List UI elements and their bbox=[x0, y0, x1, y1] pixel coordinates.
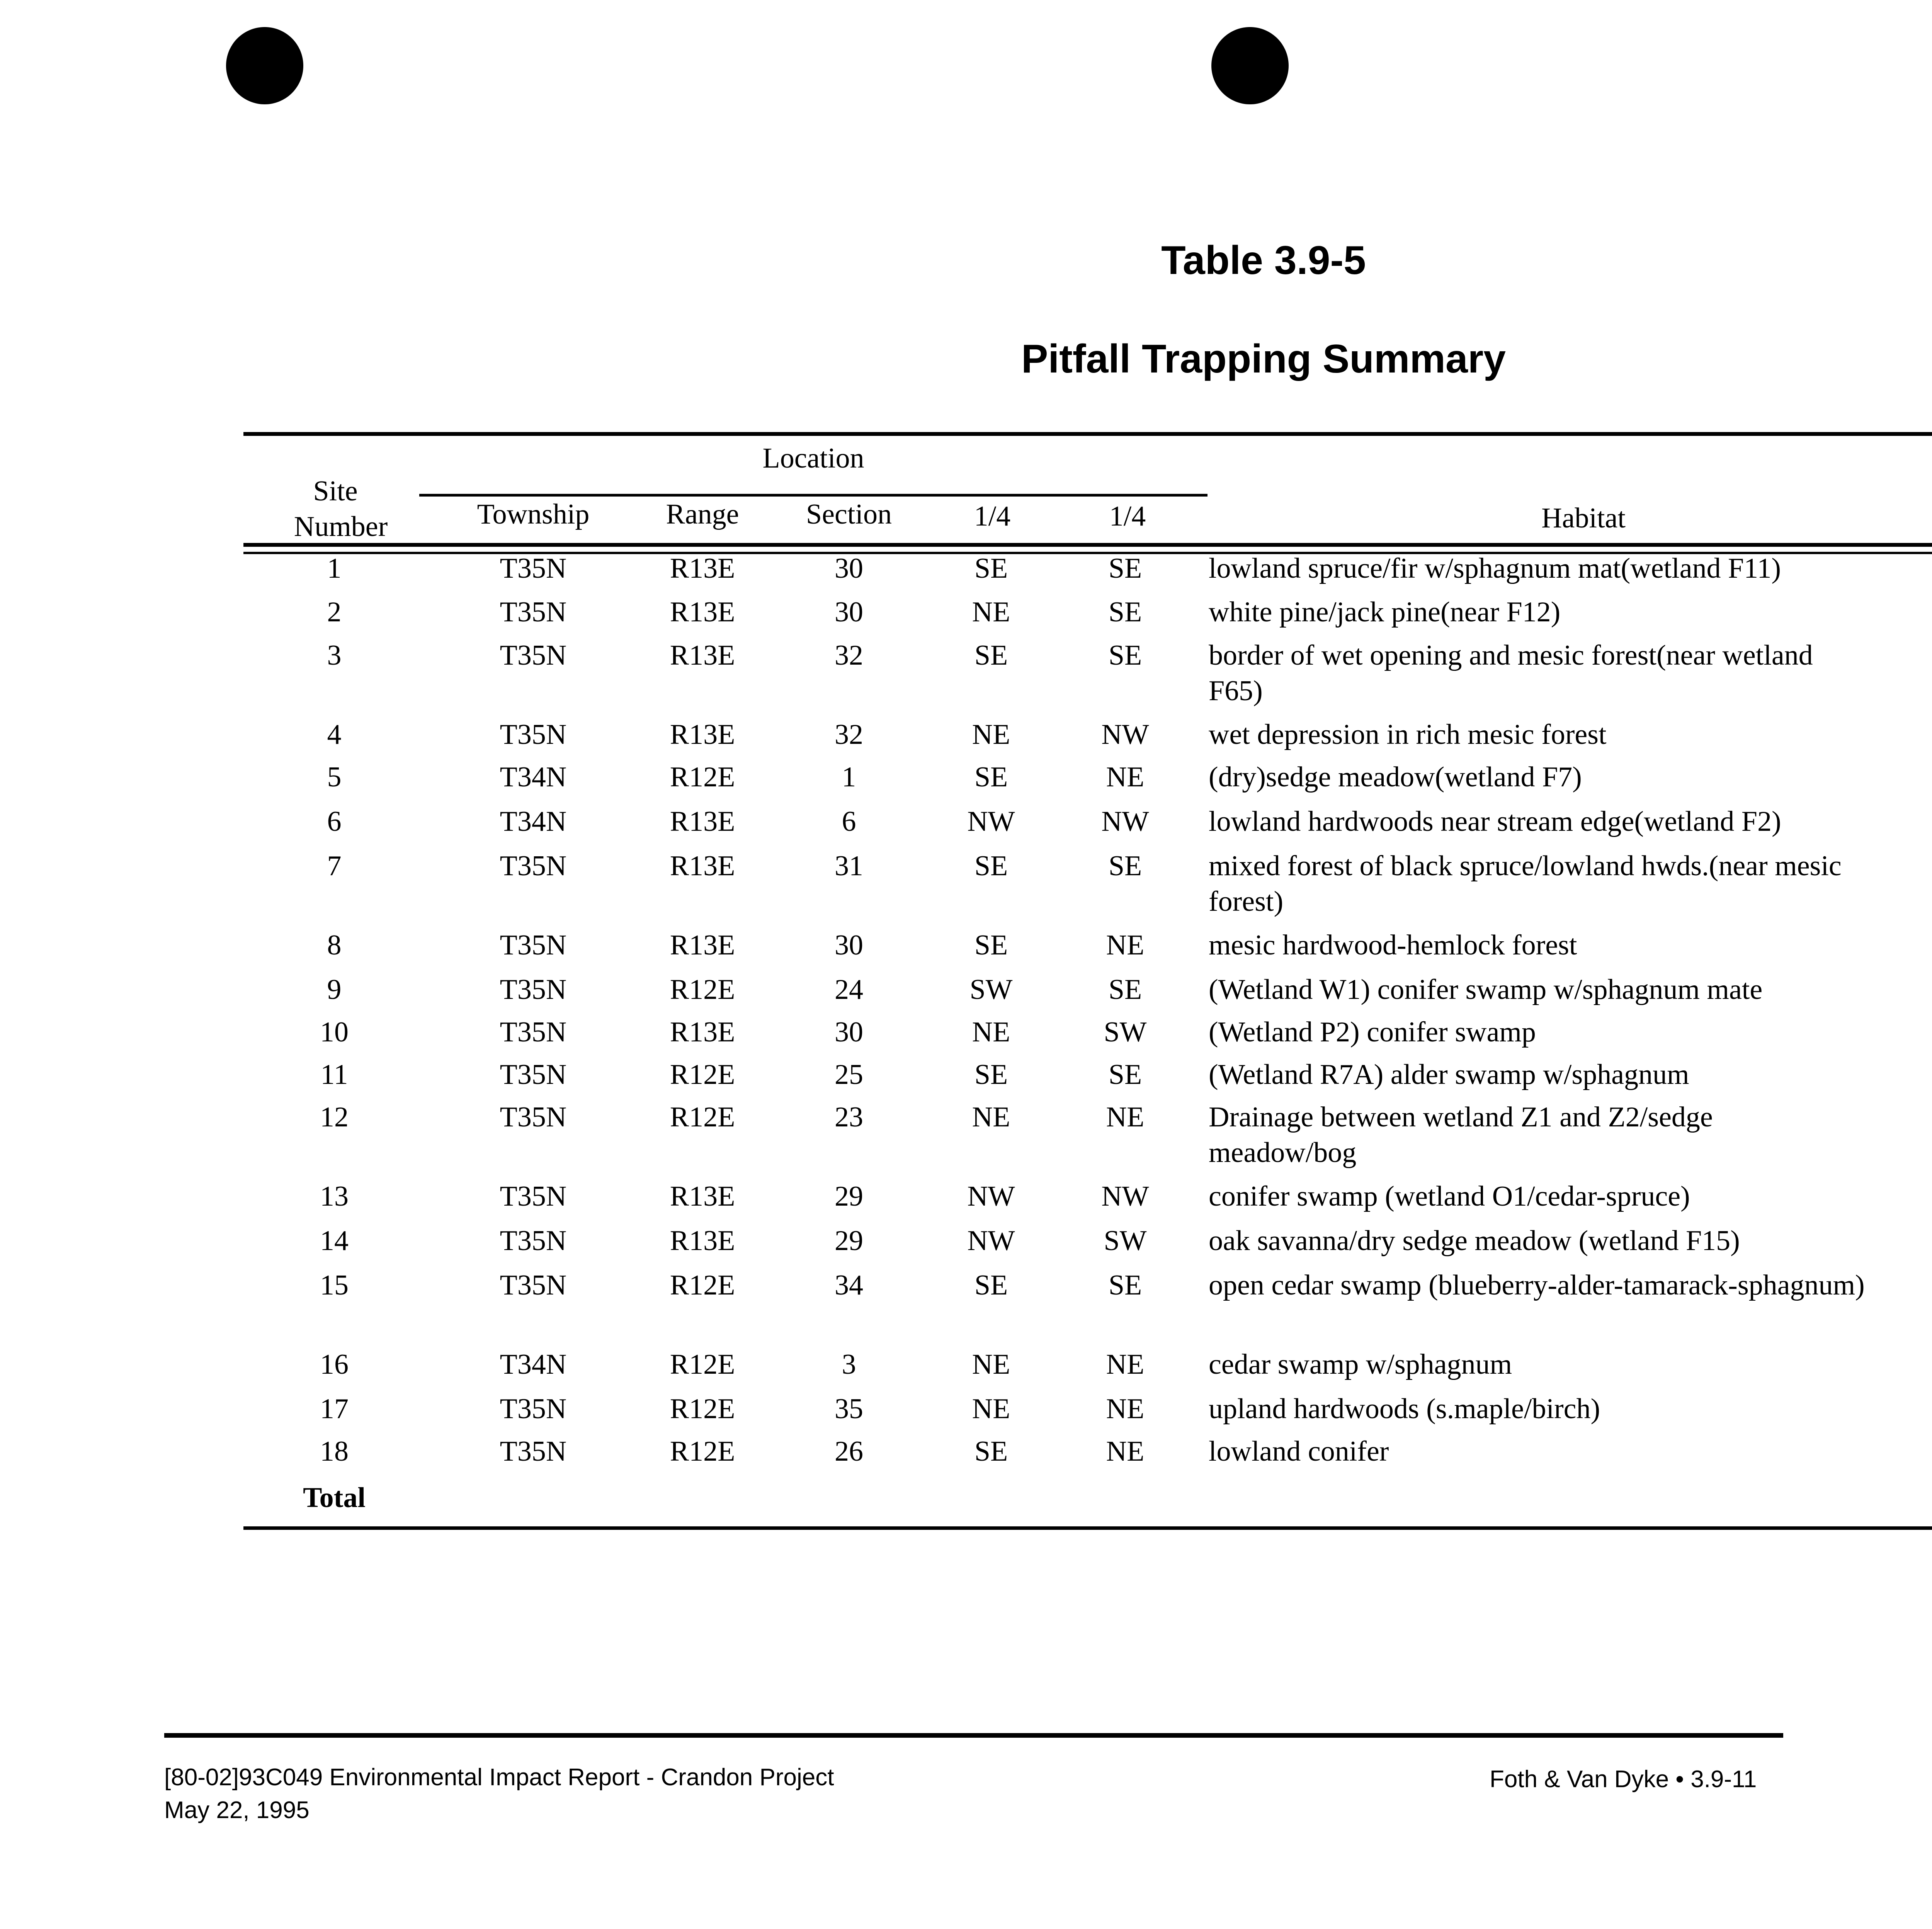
cell-quarter-1: SE bbox=[974, 850, 1008, 882]
cell-quarter-2: NW bbox=[1101, 1181, 1149, 1212]
cell-section: 1 bbox=[842, 761, 856, 793]
cell-quarter-1: NW bbox=[967, 806, 1015, 837]
cell-quarter-1: SE bbox=[974, 1059, 1008, 1090]
cell-township: T34N bbox=[500, 1349, 567, 1380]
table-bottom-rule bbox=[243, 1526, 1932, 1530]
cell-site: 12 bbox=[320, 1101, 349, 1133]
cell-township: T35N bbox=[500, 640, 567, 671]
cell-habitat: (Wetland W1) conifer swamp w/sphagnum mate bbox=[1209, 974, 1763, 1005]
header-range: Range bbox=[666, 498, 739, 530]
cell-section: 32 bbox=[835, 719, 863, 750]
cell-quarter-1: SE bbox=[974, 553, 1008, 584]
header-site-line2: Number bbox=[294, 511, 388, 543]
cell-quarter-2: SE bbox=[1108, 1059, 1142, 1090]
cell-habitat: (Wetland P2) conifer swamp bbox=[1209, 1016, 1536, 1048]
cell-habitat: mesic hardwood-hemlock forest bbox=[1209, 929, 1577, 961]
cell-range: R13E bbox=[670, 1181, 735, 1212]
cell-habitat: cedar swamp w/sphagnum bbox=[1209, 1349, 1512, 1380]
cell-section: 30 bbox=[835, 1016, 863, 1048]
header-quarter-2: 1/4 bbox=[1109, 500, 1146, 532]
total-label: Total bbox=[303, 1482, 366, 1514]
footer-page-ref: Foth & Van Dyke • 3.9-11 bbox=[1490, 1766, 1757, 1793]
header-habitat: Habitat bbox=[1541, 502, 1626, 534]
cell-quarter-2: NW bbox=[1101, 719, 1149, 750]
cell-section: 3 bbox=[842, 1349, 856, 1380]
cell-range: R12E bbox=[670, 761, 735, 793]
cell-site: 9 bbox=[327, 974, 342, 1005]
cell-site: 14 bbox=[320, 1225, 349, 1257]
cell-quarter-2: SE bbox=[1108, 640, 1142, 671]
cell-range: R13E bbox=[670, 719, 735, 750]
cell-site: 17 bbox=[320, 1393, 349, 1425]
cell-habitat: mixed forest of black spruce/lowland hwds.(near mesic forest) bbox=[1209, 850, 1842, 917]
cell-range: R13E bbox=[670, 929, 735, 961]
cell-township: T35N bbox=[500, 1393, 567, 1425]
cell-range: R13E bbox=[670, 850, 735, 882]
cell-site: 1 bbox=[327, 553, 342, 584]
cell-section: 24 bbox=[835, 974, 863, 1005]
cell-quarter-1: NE bbox=[972, 719, 1010, 750]
cell-site: 8 bbox=[327, 929, 342, 961]
cell-section: 23 bbox=[835, 1101, 863, 1133]
cell-quarter-2: SE bbox=[1108, 850, 1142, 882]
cell-range: R13E bbox=[670, 596, 735, 628]
cell-range: R12E bbox=[670, 1349, 735, 1380]
header-double-rule bbox=[243, 543, 1932, 547]
cell-section: 30 bbox=[835, 929, 863, 961]
cell-section: 32 bbox=[835, 640, 863, 671]
cell-site: 6 bbox=[327, 806, 342, 837]
cell-township: T34N bbox=[500, 806, 567, 837]
cell-section: 34 bbox=[835, 1269, 863, 1301]
punch-hole bbox=[226, 27, 303, 104]
cell-quarter-2: SE bbox=[1108, 974, 1142, 1005]
cell-section: 6 bbox=[842, 806, 856, 837]
cell-township: T35N bbox=[500, 929, 567, 961]
footer-date: May 22, 1995 bbox=[164, 1797, 310, 1824]
cell-habitat: conifer swamp (wetland O1/cedar-spruce) bbox=[1209, 1181, 1690, 1212]
cell-quarter-1: SE bbox=[974, 1436, 1008, 1467]
cell-quarter-2: NW bbox=[1101, 806, 1149, 837]
cell-quarter-2: SE bbox=[1108, 1269, 1142, 1301]
cell-range: R12E bbox=[670, 1436, 735, 1467]
cell-quarter-1: NW bbox=[967, 1225, 1015, 1257]
cell-habitat: lowland hardwoods near stream edge(wetland F2) bbox=[1209, 806, 1781, 837]
punch-hole bbox=[1211, 27, 1289, 104]
cell-township: T35N bbox=[500, 974, 567, 1005]
cell-habitat: border of wet opening and mesic forest(near wetland F65) bbox=[1209, 640, 1813, 707]
cell-section: 26 bbox=[835, 1436, 863, 1467]
cell-quarter-2: NE bbox=[1106, 1436, 1145, 1467]
cell-township: T35N bbox=[500, 1269, 567, 1301]
cell-quarter-1: SE bbox=[974, 640, 1008, 671]
cell-habitat: white pine/jack pine(near F12) bbox=[1209, 596, 1561, 628]
table-title: Table 3.9-5 bbox=[1161, 238, 1366, 283]
cell-range: R12E bbox=[670, 1101, 735, 1133]
cell-quarter-1: NE bbox=[972, 1016, 1010, 1048]
cell-township: T35N bbox=[500, 850, 567, 882]
cell-township: T35N bbox=[500, 1016, 567, 1048]
cell-habitat: lowland spruce/fir w/sphagnum mat(wetland F11) bbox=[1209, 553, 1781, 584]
table-subtitle: Pitfall Trapping Summary bbox=[1021, 337, 1506, 381]
header-location: Location bbox=[762, 442, 864, 474]
cell-section: 29 bbox=[835, 1181, 863, 1212]
cell-habitat: (Wetland R7A) alder swamp w/sphagnum bbox=[1209, 1059, 1689, 1090]
cell-township: T35N bbox=[500, 1436, 567, 1467]
cell-quarter-2: NE bbox=[1106, 1393, 1145, 1425]
cell-quarter-2: NE bbox=[1106, 1349, 1145, 1380]
cell-range: R12E bbox=[670, 1059, 735, 1090]
cell-site: 15 bbox=[320, 1269, 349, 1301]
table-top-rule bbox=[243, 432, 1932, 436]
cell-site: 3 bbox=[327, 640, 342, 671]
cell-site: 2 bbox=[327, 596, 342, 628]
header-quarter-1: 1/4 bbox=[974, 500, 1011, 532]
cell-site: 13 bbox=[320, 1181, 349, 1212]
cell-section: 31 bbox=[835, 850, 863, 882]
cell-quarter-2: SE bbox=[1108, 553, 1142, 584]
cell-section: 35 bbox=[835, 1393, 863, 1425]
cell-site: 10 bbox=[320, 1016, 349, 1048]
cell-quarter-2: NE bbox=[1106, 1101, 1145, 1133]
cell-range: R13E bbox=[670, 1016, 735, 1048]
cell-site: 11 bbox=[320, 1059, 348, 1090]
cell-range: R12E bbox=[670, 1393, 735, 1425]
footer-report-id: [80-02]93C049 Environmental Impact Report - Crandon Project bbox=[164, 1764, 834, 1791]
cell-quarter-1: NE bbox=[972, 596, 1010, 628]
header-township: Township bbox=[477, 498, 590, 530]
cell-range: R12E bbox=[670, 974, 735, 1005]
cell-quarter-1: NE bbox=[972, 1101, 1010, 1133]
cell-range: R13E bbox=[670, 640, 735, 671]
cell-quarter-2: NE bbox=[1106, 761, 1145, 793]
cell-site: 4 bbox=[327, 719, 342, 750]
cell-section: 25 bbox=[835, 1059, 863, 1090]
cell-range: R13E bbox=[670, 1225, 735, 1257]
cell-section: 29 bbox=[835, 1225, 863, 1257]
cell-quarter-1: NW bbox=[967, 1181, 1015, 1212]
cell-quarter-1: NE bbox=[972, 1393, 1010, 1425]
cell-quarter-1: SE bbox=[974, 929, 1008, 961]
cell-township: T35N bbox=[500, 1059, 567, 1090]
cell-quarter-2: SW bbox=[1104, 1016, 1147, 1048]
cell-site: 7 bbox=[327, 850, 342, 882]
cell-quarter-1: SE bbox=[974, 1269, 1008, 1301]
cell-habitat: (dry)sedge meadow(wetland F7) bbox=[1209, 761, 1582, 793]
cell-quarter-2: SE bbox=[1108, 596, 1142, 628]
cell-habitat: lowland conifer bbox=[1209, 1436, 1389, 1467]
cell-range: R12E bbox=[670, 1269, 735, 1301]
cell-range: R13E bbox=[670, 553, 735, 584]
cell-section: 30 bbox=[835, 596, 863, 628]
cell-quarter-1: NE bbox=[972, 1349, 1010, 1380]
cell-township: T35N bbox=[500, 1181, 567, 1212]
cell-habitat: upland hardwoods (s.maple/birch) bbox=[1209, 1393, 1600, 1425]
cell-quarter-2: SW bbox=[1104, 1225, 1147, 1257]
cell-site: 5 bbox=[327, 761, 342, 793]
cell-quarter-2: NE bbox=[1106, 929, 1145, 961]
cell-habitat: oak savanna/dry sedge meadow (wetland F15) bbox=[1209, 1225, 1740, 1257]
cell-habitat: Drainage between wetland Z1 and Z2/sedge meadow/bog bbox=[1209, 1101, 1713, 1169]
cell-site: 16 bbox=[320, 1349, 349, 1380]
header-site-line1: Site bbox=[313, 475, 358, 507]
cell-township: T34N bbox=[500, 761, 567, 793]
cell-township: T35N bbox=[500, 596, 567, 628]
cell-range: R13E bbox=[670, 806, 735, 837]
footer-rule bbox=[164, 1733, 1783, 1738]
cell-quarter-1: SW bbox=[969, 974, 1013, 1005]
cell-township: T35N bbox=[500, 1101, 567, 1133]
cell-habitat: open cedar swamp (blueberry-alder-tamarack-sphagnum) bbox=[1209, 1269, 1865, 1301]
cell-habitat: wet depression in rich mesic forest bbox=[1209, 719, 1607, 750]
location-group-rule bbox=[419, 494, 1208, 497]
cell-township: T35N bbox=[500, 1225, 567, 1257]
cell-quarter-1: SE bbox=[974, 761, 1008, 793]
cell-site: 18 bbox=[320, 1436, 349, 1467]
cell-section: 30 bbox=[835, 553, 863, 584]
cell-township: T35N bbox=[500, 553, 567, 584]
cell-township: T35N bbox=[500, 719, 567, 750]
header-section: Section bbox=[806, 498, 892, 530]
